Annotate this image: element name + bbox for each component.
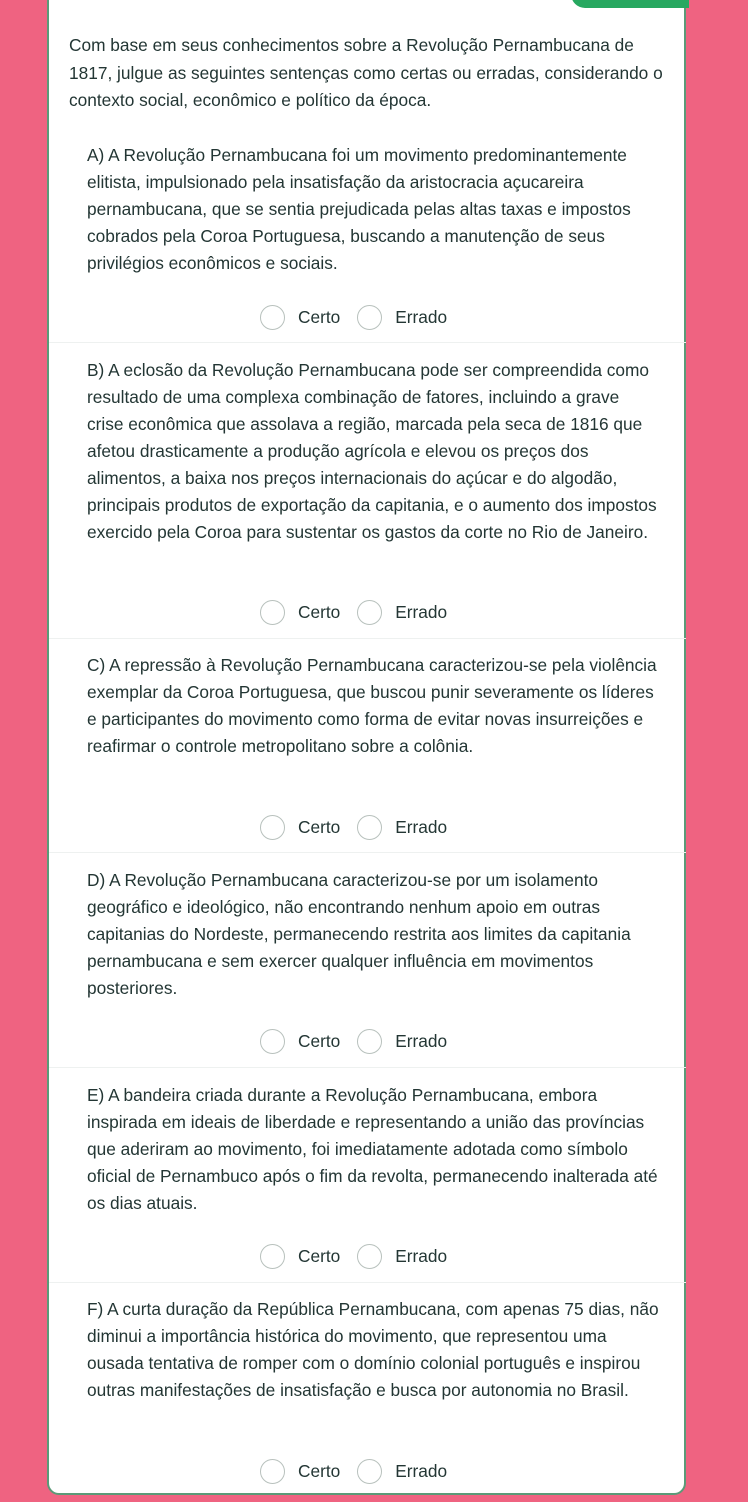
- question-e: E) A bandeira criada durante a Revolução Pernambucana, embora inspirada em ideais de liberdade e representando a união das províncias que aderiram ao movimento, foi imediatamente adotada como símbolo oficial de Pernambuco após o fim da revolta, permanecendo inalterada até os dias atuais.: [87, 1085, 658, 1213]
- divider: [49, 852, 686, 853]
- label-errado-c[interactable]: Errado: [395, 816, 448, 837]
- radio-errado-b[interactable]: [357, 600, 382, 625]
- answer-row-a: [260, 303, 447, 331]
- label-certo-a[interactable]: Certo: [298, 306, 341, 327]
- radio-errado-e[interactable]: [357, 1244, 382, 1269]
- label-certo-d[interactable]: Certo: [298, 1030, 341, 1051]
- progress-tab: [571, 0, 689, 8]
- label-certo-e[interactable]: Certo: [298, 1245, 341, 1266]
- label-certo-c[interactable]: Certo: [298, 816, 341, 837]
- label-errado-f[interactable]: Errado: [395, 1460, 448, 1481]
- label-errado-d[interactable]: Errado: [395, 1030, 448, 1051]
- radio-certo-e[interactable]: [260, 1244, 285, 1269]
- divider: [49, 638, 686, 639]
- radio-certo-d[interactable]: [260, 1029, 285, 1054]
- radio-certo-a[interactable]: [260, 305, 285, 330]
- question-c: C) A repressão à Revolução Pernambucana caracterizou-se pela violência exemplar da Coroa Portuguesa, que buscou punir severamente os líderes e participantes do movimento como forma de evitar novas insurreições e reafirmar o controle metropolitano sobre a colônia.: [87, 655, 657, 756]
- radio-errado-c[interactable]: [357, 815, 382, 840]
- radio-errado-f[interactable]: [357, 1459, 382, 1484]
- question-b: B) A eclosão da Revolução Pernambucana pode ser compreendida como resultado de uma complexa combinação de fatores, incluindo a grave crise econômica que assolava a região, marcada pela seca de 1816 que afetou drasticamente a produção agrícola e elevou os preços dos alimentos, a baixa nos preços internacionais do açúcar e do algodão, principais produtos de exportação da capitania, e o aumento dos impostos exercido pela Coroa para sustentar os gastos da corte no Rio de Janeiro.: [87, 360, 657, 542]
- radio-errado-d[interactable]: [357, 1029, 382, 1054]
- question-f: F) A curta duração da República Pernambucana, com apenas 75 dias, não diminui a importância histórica do movimento, que representou uma ousada tentativa de romper com o domínio colonial português e inspirou outras manifestações de insatisfação e busca por autonomia no Brasil.: [87, 1299, 659, 1400]
- label-errado-e[interactable]: Errado: [395, 1245, 448, 1266]
- label-errado-a[interactable]: Errado: [395, 306, 448, 327]
- question-d: D) A Revolução Pernambucana caracterizou-se por um isolamento geográfico e ideológico, não encontrando nenhum apoio em outras capitanias do Nordeste, permanecendo restrita aos limites da capitania pernambucana e sem exercer qualquer influência em movimentos posteriores.: [87, 870, 631, 998]
- answer-row-e: [260, 1242, 447, 1270]
- answer-row-f: [260, 1457, 447, 1485]
- radio-certo-c[interactable]: [260, 815, 285, 840]
- radio-errado-a[interactable]: [357, 305, 382, 330]
- label-certo-b[interactable]: Certo: [298, 601, 341, 622]
- divider: [49, 1067, 686, 1068]
- radio-certo-f[interactable]: [260, 1459, 285, 1484]
- quiz-intro: Com base em seus conhecimentos sobre a Revolução Pernambucana de 1817, julgue as seguintes sentenças como certas ou erradas, considerando o contexto social, econômico e político da época.: [69, 35, 663, 110]
- answer-row-d: [260, 1027, 447, 1055]
- answer-row-c: [260, 813, 447, 841]
- divider: [49, 342, 686, 343]
- label-errado-b[interactable]: Errado: [395, 601, 448, 622]
- radio-certo-b[interactable]: [260, 600, 285, 625]
- answer-row-b: [260, 598, 447, 626]
- divider: [49, 1282, 686, 1283]
- label-certo-f[interactable]: Certo: [298, 1460, 341, 1481]
- question-a: A) A Revolução Pernambucana foi um movimento predominantemente elitista, impulsionado pela insatisfação da aristocracia açucareira pernambucana, que se sentia prejudicada pelas altas taxas e impostos cobrados pela Coroa Portuguesa, buscando a manutenção de seus privilégios econômicos e sociais.: [87, 145, 631, 273]
